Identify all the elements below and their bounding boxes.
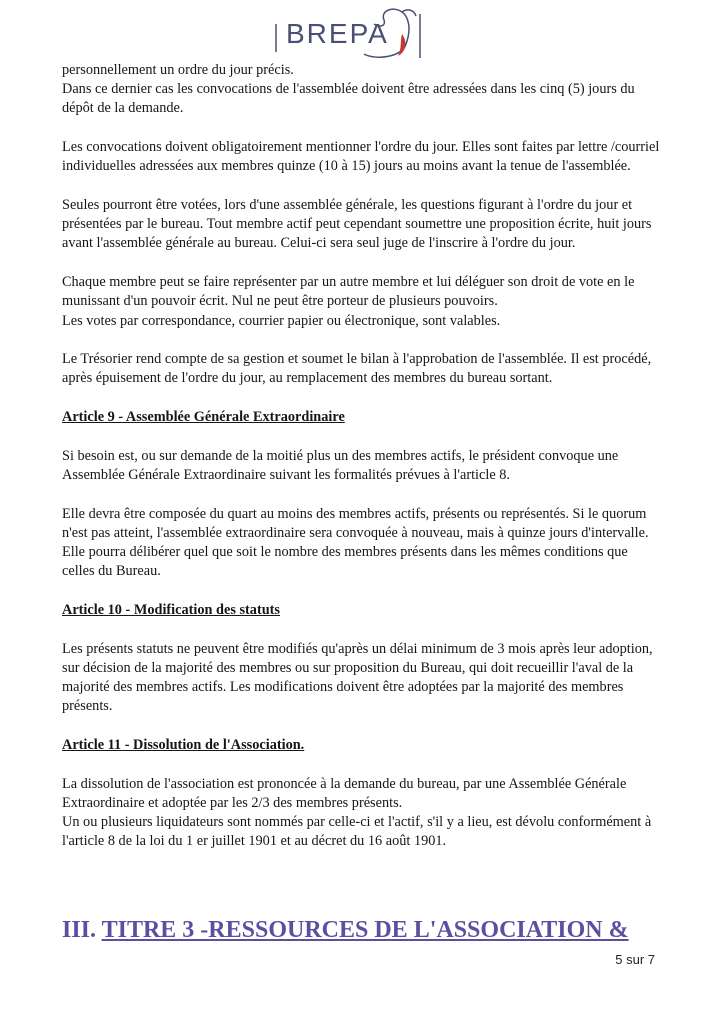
article-10-heading: Article 10 - Modification des statuts — [62, 602, 280, 619]
paragraph: Elle pourra délibérer quel que soit le nombre des membres présents dans les mêmes conditions que celles du Bureau. — [62, 544, 628, 580]
paragraph: Dans ce dernier cas les convocations de l'assemblée doivent être adressées dans les cinq (5) jours du dépôt de la demande. — [62, 81, 635, 117]
paragraph: Si besoin est, ou sur demande de la moitié plus un des membres actifs, le président convoque une Assemblée Générale Extraordinaire suivant les formalités prévues à l'article 8. — [62, 447, 619, 484]
paragraph: Seules pourront être votées, lors d'une assemblée générale, les questions figurant à l'ordre du jour et présentées par le bureau. Tout membre actif peut cependant soumettre une proposition écrite, huit jours avant l'assemblée générale au bureau. Celui-ci sera seul juge de l'inscrire à l'ordre du jour. — [62, 197, 652, 252]
section-title-text: TITRE 3 -RESSOURCES DE L'ASSOCIATION & — [101, 917, 629, 943]
brepa-logo — [262, 4, 442, 64]
paragraph: Le Trésorier rend compte de sa gestion et soumet le bilan à l'approbation de l'assemblée. Il est procédé, après épuisement de l'ordre du jour, au remplacement des membres du bureau sortant. — [62, 351, 652, 387]
article-11-heading: Article 11 - Dissolution de l'Association. — [62, 737, 305, 754]
paragraph: personnellement un ordre du jour précis. — [62, 62, 294, 78]
logo-text: BREPA — [286, 18, 389, 49]
section-number: III. — [62, 917, 97, 943]
paragraph: Les convocations doivent obligatoirement mentionner l'ordre du jour. Elles sont faites par lettre /courriel individuelles adressées aux membres quinze (10 à 15) jours au moins avant la tenue de l'assemblée. — [62, 139, 660, 175]
paragraph: La dissolution de l'association est prononcée à la demande du bureau, par une Assemblée Générale Extraordinaire et adoptée par les 2/3 des membres présents. — [62, 775, 627, 811]
page-number: 5 sur 7 — [615, 952, 655, 967]
paragraph: Un ou plusieurs liquidateurs sont nommés par celle-ci et l'actif, s'il y a lieu, est dévolu conformément à l'article 8 de la loi du 1 er juillet 1901 et au décret du 16 août 1901. — [62, 814, 652, 850]
document-body — [62, 61, 662, 852]
article-9-heading: Article 9 - Assemblée Générale Extraordinaire — [62, 409, 345, 426]
paragraph: Les présents statuts ne peuvent être modifiés qu'après un délai minimum de 3 mois après leur adoption, sur décision de la majorité des membres ou sur proposition du Bureau, qui doit recueillir l'aval de la majorité des membres actifs. Les modifications doivent être adoptées par la majorité des membres présents. — [62, 640, 653, 715]
section-title — [62, 917, 682, 944]
paragraph: Elle devra être composée du quart au moins des membres actifs, présents ou représentés. Si le quorum n'est pas atteint, l'assemblée extraordinaire sera convoquée à nouveau, mais à quinze jours d'intervalle. — [62, 505, 649, 541]
paragraph: Chaque membre peut se faire représenter par un autre membre et lui déléguer son droit de vote en le munissant d'un pouvoir écrit. Nul ne peut être porteur de plusieurs pouvoirs. — [62, 274, 635, 310]
paragraph: Les votes par correspondance, courrier papier ou électronique, sont valables. — [62, 312, 501, 329]
